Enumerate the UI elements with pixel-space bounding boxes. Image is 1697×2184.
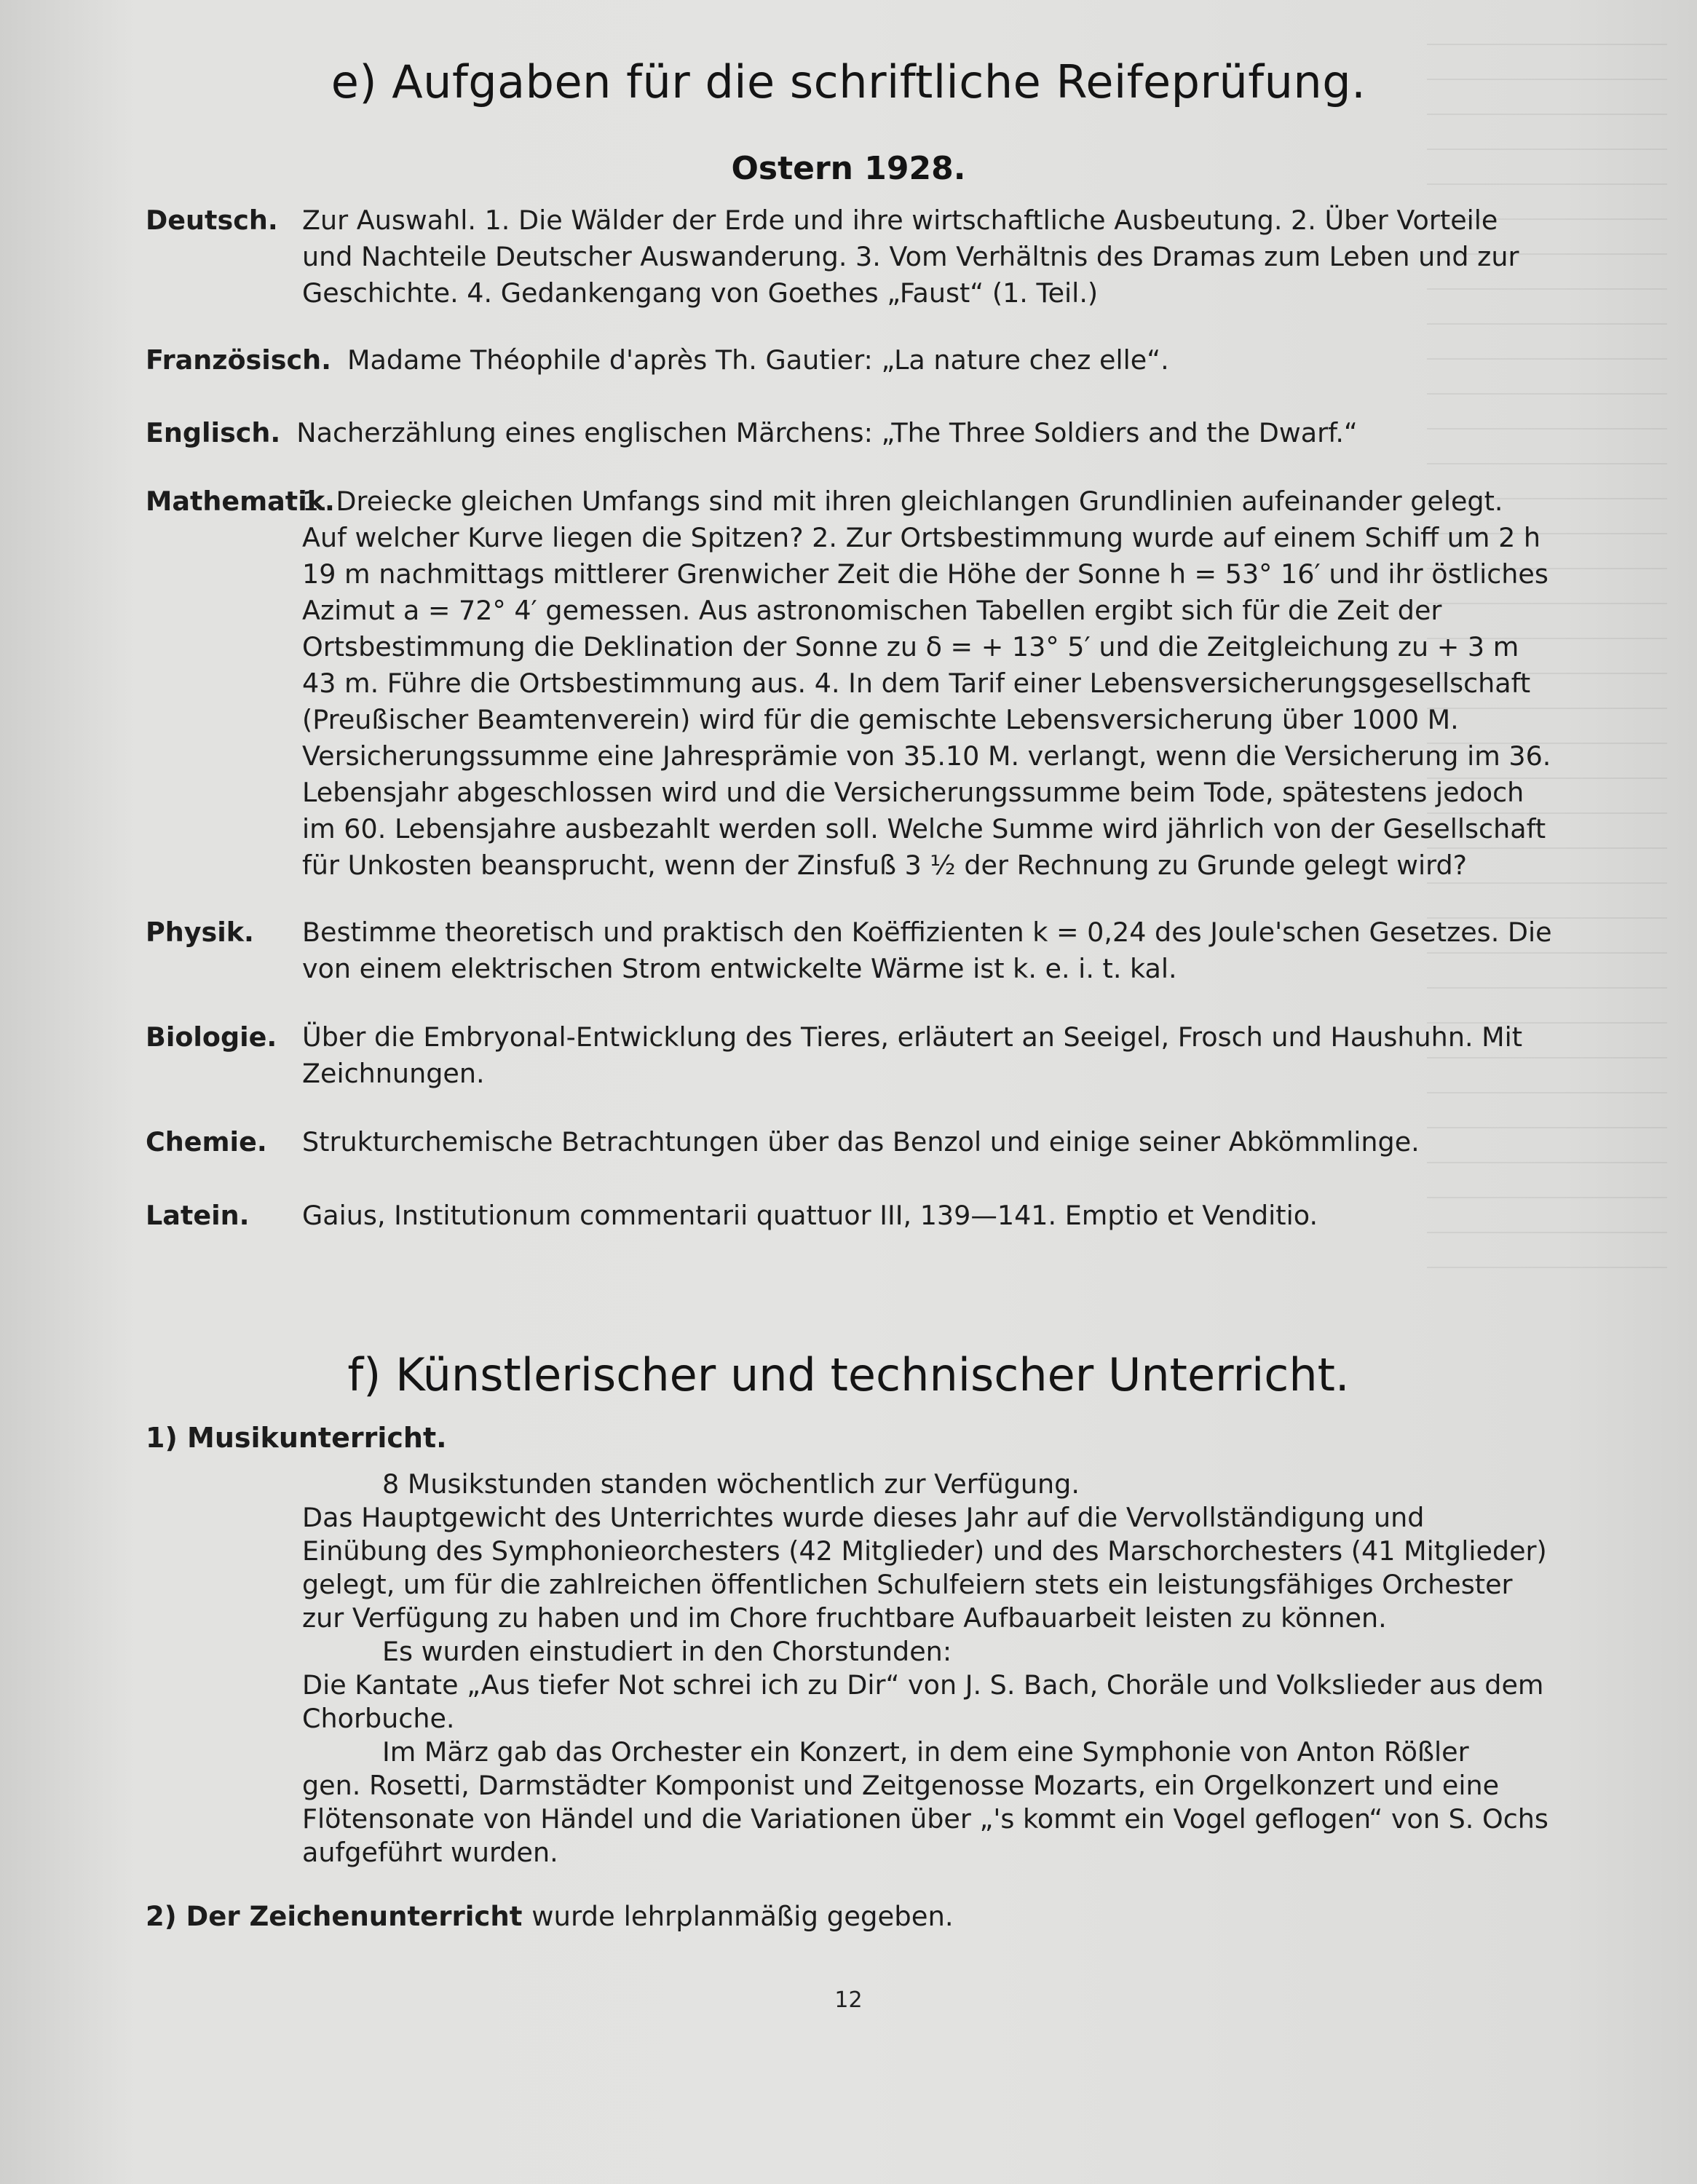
entry-text: Gaius, Institutionum commentarii quattuor III, 139—141. Emptio et Venditio. <box>302 1200 1318 1231</box>
section-e-title: e) Aufgaben für die schriftliche Reifeprüfung. <box>331 55 1366 108</box>
entry-label: Chemie. <box>146 1126 267 1158</box>
musik-heading: 1) Musikunterricht. <box>146 1422 447 1454</box>
musik-line-1: 8 Musikstunden standen wöchentlich zur Verfügung. <box>382 1468 1080 1500</box>
entry-label: Englisch. <box>146 417 281 448</box>
entry-label: Biologie. <box>146 1021 277 1053</box>
musik-para-3-rest: gen. Rosetti, Darmstädter Komponist und Zeitgenosse Mozarts, ein Orgelkonzert und eine Flötensonate von Händel und die Variationen über „'s kommt ein Vogel geflogen“ von S. Ochs aufgeführt wurden. <box>302 1770 1548 1868</box>
entry-text: Nacherzählung eines englischen Märchens: „The Three Soldiers and the Dwarf.“ <box>296 417 1358 448</box>
entry-text: Zur Auswahl. 1. Die Wälder der Erde und ihre wirtschaftliche Ausbeutung. 2. Über Vorteile und Nachteile Deutscher Auswanderung. 3. Vom Verhältnis des Dramas zum Leben und zur Geschichte. 4. Gedankengang von Goethes „Faust“ (1. Teil.) <box>302 205 1519 309</box>
entry-text: Strukturchemische Betrachtungen über das Benzol und einige seiner Abkömmlinge. <box>302 1126 1420 1158</box>
entry-chemie <box>146 1124 1554 1160</box>
musik-para-3-lead: Im März gab das Orchester ein Konzert, in dem eine Symphonie von Anton Rößler <box>382 1736 1469 1768</box>
entry-label: Französisch. <box>146 344 331 376</box>
musik-text-block <box>302 1468 1554 1870</box>
entry-label: Mathematik. <box>146 486 335 517</box>
entry-label: Deutsch. <box>146 205 278 236</box>
musik-para-2: Die Kantate „Aus tiefer Not schrei ich zu Dir“ von J. S. Bach, Choräle und Volkslieder aus dem Chorbuche. <box>302 1669 1544 1734</box>
page-number: 12 <box>834 1987 863 2013</box>
entry-label: Physik. <box>146 917 254 948</box>
entry-text: Über die Embryonal-Entwicklung des Tieres, erläutert an Seeigel, Frosch und Haushuhn. Mit Zeichnungen. <box>302 1021 1523 1089</box>
entry-biologie <box>146 1019 1554 1092</box>
entry-englisch <box>146 415 1554 451</box>
musik-line-2: Es wurden einstudiert in den Chorstunden: <box>382 1636 952 1667</box>
musik-para-1: Das Hauptgewicht des Unterrichtes wurde dieses Jahr auf die Vervollständigung und Einübung des Symphonieorchesters (42 Mitglieder) und des Marschorchesters (41 Mitglieder) gelegt, um für die zahlreichen öffentlichen Schulfeiern stets ein leistungsfähiges Orchester zur Verfügung zu haben und im Chore fruchtbare Aufbauarbeit leisten zu können. <box>302 1502 1547 1634</box>
zeichen-line <box>146 1899 1554 1935</box>
entry-text: Madame Théophile d'après Th. Gautier: „La nature chez elle“. <box>347 344 1169 376</box>
entry-deutsch <box>146 202 1554 312</box>
zeichen-heading: 2) Der Zeichenunterricht <box>146 1901 523 1932</box>
zeichen-text: wurde lehrplanmäßig gegeben. <box>531 1901 954 1932</box>
section-e-subtitle: Ostern 1928. <box>731 150 966 187</box>
section-f-title: f) Künstlerischer und technischer Unterricht. <box>347 1348 1350 1401</box>
entry-text: 1. Dreiecke gleichen Umfangs sind mit ihren gleichlangen Grundlinien aufeinander gelegt. Auf welcher Kurve liegen die Spitzen? 2. Zur Ortsbestimmung wurde auf einem Schiff um 2 h 19 m nachmittags mittlerer Grenwicher Zeit die Höhe der Sonne h = 53° 16′ und ihr östliches Azimut a = 72° 4′ gemessen. Aus astronomischen Tabellen ergibt sich für die Zeit der Ortsbestimmung die Deklination der Sonne zu δ = + 13° 5′ und die Zeitgleichung zu + 3 m 43 m. Führe die Ortsbestimmung aus. 4. In dem Tarif einer Lebensversicherungsgesellschaft (Preußischer Beamtenverein) wird für die gemischte Lebensversicherung über 1000 M. Versicherungssumme eine Jahresprämie von 35.10 M. verlangt, wenn die Versicherung im 36. Lebensjahr abgeschlossen wird und die Versicherungssumme beim Tode, spätestens jedoch im 60. Lebensjahre ausbezahlt werden soll. Welche Summe wird jährlich von der Gesellschaft für Unkosten beansprucht, wenn der Zinsfuß 3 ½ der Rechnung zu Grunde gelegt wird? <box>302 486 1551 881</box>
entry-franzoesisch <box>146 342 1554 379</box>
entry-physik <box>146 914 1554 987</box>
entry-mathematik <box>146 483 1554 884</box>
entry-text: Bestimme theoretisch und praktisch den Koëffizienten k = 0,24 des Joule'schen Gesetzes. Die von einem elektrischen Strom entwickelte Wärme ist k. e. i. t. kal. <box>302 917 1552 984</box>
entry-label: Latein. <box>146 1200 250 1231</box>
entry-latein <box>146 1198 1554 1234</box>
